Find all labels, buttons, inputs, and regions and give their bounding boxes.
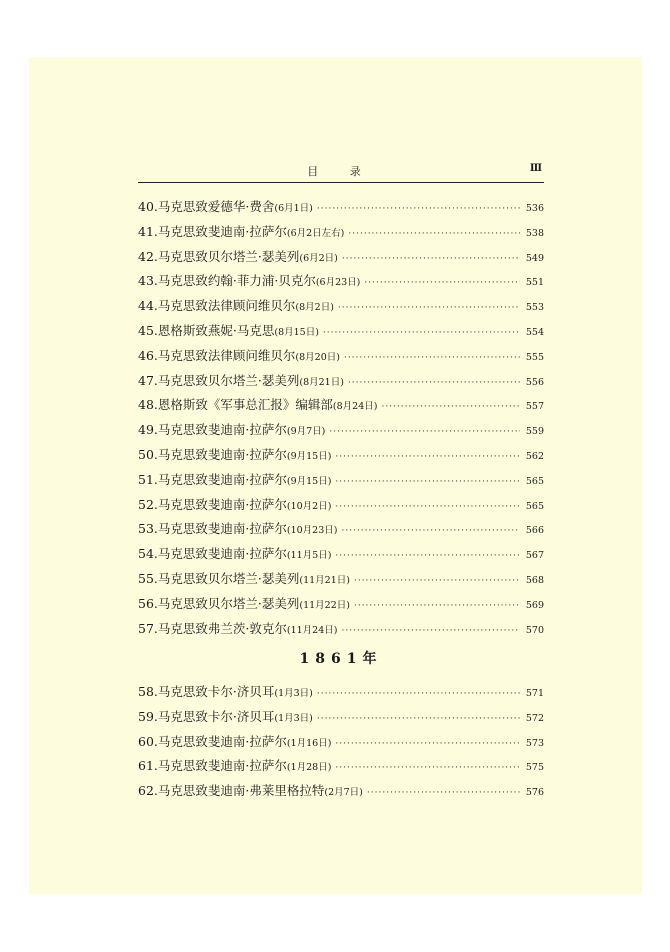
toc-entry <box>138 680 544 705</box>
entry-number: 46 <box>138 347 154 363</box>
entry-number-dot: . <box>153 422 158 438</box>
entry-number-dot: . <box>153 372 158 388</box>
toc-entry <box>138 592 544 617</box>
entry-page-number: 559 <box>525 426 544 438</box>
entry-page-number: 551 <box>525 277 544 289</box>
entry-title: 马克思致斐迪南·拉萨尔 <box>157 758 287 774</box>
entry-page-number: 567 <box>525 550 544 562</box>
toc-entry <box>138 493 544 518</box>
entry-title: 马克思致斐迪南·拉萨尔 <box>157 446 287 462</box>
year-heading: 1861年 <box>299 651 383 667</box>
entry-date: (1月16日) <box>286 737 332 749</box>
entry-title: 马克思致斐迪南·拉萨尔 <box>157 496 287 512</box>
toc-entry <box>138 617 544 642</box>
entry-date: (8月24日) <box>332 401 378 413</box>
toc-entry <box>138 344 544 369</box>
entry-title: 马克思致法律顾问维贝尔 <box>157 298 296 314</box>
toc-list-1861 <box>138 680 544 804</box>
entry-date: (1月3日) <box>274 688 313 699</box>
entry-date: (8月20日) <box>295 351 340 363</box>
entry-date: (9月15日) <box>286 475 332 487</box>
entry-title: 恩格斯致《军事总汇报》编辑部 <box>157 397 333 413</box>
entry-date: (11月5日) <box>286 550 332 562</box>
entry-number: 49 <box>138 422 154 438</box>
entry-number: 40 <box>138 199 154 214</box>
entry-date: (8月21日) <box>299 376 344 388</box>
entry-number-dot: . <box>153 298 158 314</box>
entry-number-dot: . <box>153 684 158 699</box>
entry-number: 53 <box>138 521 154 537</box>
toc-entry <box>138 393 544 418</box>
entry-date: (8月2日) <box>295 302 334 314</box>
entry-number: 47 <box>138 372 154 388</box>
header-title: 目 录 <box>307 165 375 178</box>
dot-leader <box>317 197 520 222</box>
entry-date: (9月15日) <box>286 450 332 462</box>
entry-number-dot: . <box>153 733 158 749</box>
toc-entry <box>138 705 544 730</box>
entry-number: 51 <box>138 471 154 487</box>
entry-date: (11月22日) <box>299 599 350 611</box>
toc-entry <box>138 443 544 468</box>
toc-entry <box>138 567 544 592</box>
dot-leader <box>317 707 520 732</box>
dot-leader <box>335 445 520 470</box>
dot-leader <box>342 247 520 272</box>
entry-date: (6月2日) <box>299 252 338 264</box>
dot-leader <box>354 594 520 619</box>
entry-page-number: 549 <box>525 252 544 264</box>
entry-number: 44 <box>138 298 154 314</box>
entry-page-number: 555 <box>525 351 544 363</box>
entry-date: (8月15日) <box>274 326 319 338</box>
entry-page-number: 573 <box>525 737 544 749</box>
entry-title: 马克思致贝尔塔兰·瑟美列 <box>157 372 300 388</box>
entry-page-number: 575 <box>525 762 544 774</box>
entry-page-number: 565 <box>525 475 544 487</box>
entry-number-dot: . <box>153 496 158 512</box>
entry-number: 59 <box>138 708 154 724</box>
dot-leader <box>335 544 520 569</box>
dot-leader <box>341 519 520 544</box>
entry-page-number: 568 <box>525 574 544 586</box>
dot-leader <box>338 296 520 321</box>
entry-page-number: 565 <box>525 500 544 512</box>
entry-title: 马克思致斐迪南·弗莱里格拉特 <box>157 783 325 799</box>
entry-number-dot: . <box>153 471 158 487</box>
dot-leader <box>323 321 520 346</box>
entry-page-number: 553 <box>525 302 544 314</box>
entry-title: 马克思致斐迪南·拉萨尔 <box>157 521 287 537</box>
entry-title: 马克思致卡尔·济贝耳 <box>157 684 275 699</box>
dot-leader <box>354 569 520 594</box>
entry-date: (2月7日) <box>324 787 363 799</box>
dot-leader <box>335 756 520 781</box>
dot-leader <box>335 495 520 520</box>
entry-page-number: 538 <box>525 227 544 239</box>
entry-page-number: 557 <box>525 401 544 413</box>
entry-number-dot: . <box>153 595 158 611</box>
entry-date: (9月7日) <box>286 426 326 438</box>
entry-number-dot: . <box>153 546 158 562</box>
entry-page-number: 566 <box>525 525 544 537</box>
entry-number-dot: . <box>153 199 158 214</box>
entry-number: 57 <box>138 620 154 636</box>
entry-number-dot: . <box>153 322 158 338</box>
entry-date: (6月23日) <box>315 277 361 289</box>
dot-leader <box>329 420 520 445</box>
entry-date: (11月21日) <box>299 574 350 586</box>
entry-date: (10月23日) <box>286 525 338 537</box>
entry-page-number: 572 <box>525 712 544 724</box>
entry-date: (6月2日左右) <box>286 227 345 239</box>
toc-list-1860 <box>138 195 544 641</box>
entry-date: (1月28日) <box>286 762 332 774</box>
entry-number: 50 <box>138 446 154 462</box>
entry-number-dot: . <box>153 708 158 724</box>
toc-entry <box>138 245 544 270</box>
entry-date: (1月3日) <box>274 712 313 724</box>
entry-page-number: 556 <box>525 376 544 388</box>
entry-title: 马克思致贝尔塔兰·瑟美列 <box>157 595 300 611</box>
entry-page-number: 562 <box>525 450 544 462</box>
entry-number: 42 <box>138 248 154 264</box>
entry-number-dot: . <box>153 397 158 413</box>
entry-date: (6月1日) <box>274 203 313 214</box>
entry-title: 马克思致斐迪南·拉萨尔 <box>157 223 287 239</box>
entry-title: 马克思致弗兰茨·敦克尔 <box>157 620 287 636</box>
dot-leader <box>381 395 520 420</box>
entry-page-number: 536 <box>525 203 544 214</box>
dot-leader <box>344 346 520 371</box>
entry-number-dot: . <box>153 783 158 799</box>
entry-page-number: 554 <box>525 326 544 338</box>
entry-number: 48 <box>138 397 154 413</box>
entry-title: 马克思致斐迪南·拉萨尔 <box>157 733 287 749</box>
entry-number: 54 <box>138 546 154 562</box>
toc-entry <box>138 269 544 294</box>
entry-number-dot: . <box>153 620 158 636</box>
dot-leader <box>364 271 520 296</box>
entry-number: 61 <box>138 758 154 774</box>
entry-number-dot: . <box>153 248 158 264</box>
entry-title: 马克思致贝尔塔兰·瑟美列 <box>157 248 300 264</box>
dot-leader <box>317 682 520 707</box>
entry-number-dot: . <box>153 758 158 774</box>
entry-number: 52 <box>138 496 154 512</box>
dot-leader <box>348 222 520 247</box>
dot-leader <box>367 781 520 806</box>
entry-title: 马克思致贝尔塔兰·瑟美列 <box>157 570 300 586</box>
entry-title: 马克思致卡尔·济贝耳 <box>157 708 275 724</box>
entry-title: 马克思致斐迪南·拉萨尔 <box>157 422 287 438</box>
toc-entry <box>138 542 544 567</box>
entry-page-number: 570 <box>525 624 544 636</box>
toc-entry <box>138 468 544 493</box>
entry-date: (10月2日) <box>286 500 332 512</box>
entry-title: 马克思致爱德华·费舍 <box>157 199 275 214</box>
toc-entry <box>138 418 544 443</box>
page-header <box>138 160 544 183</box>
toc-entry <box>138 369 544 394</box>
entry-title: 马克思致斐迪南·拉萨尔 <box>157 546 287 562</box>
entry-title: 马克思致约翰·菲力浦·贝克尔 <box>157 273 316 289</box>
entry-number: 60 <box>138 733 154 749</box>
toc-entry <box>138 294 544 319</box>
entry-page-number: 571 <box>525 688 544 699</box>
entry-number-dot: . <box>153 446 158 462</box>
entry-number-dot: . <box>153 273 158 289</box>
entry-date: (11月24日) <box>286 624 338 636</box>
dot-leader <box>348 371 520 396</box>
entry-number-dot: . <box>153 521 158 537</box>
dot-leader <box>335 470 520 495</box>
entry-number: 43 <box>138 273 154 289</box>
toc-entry <box>138 220 544 245</box>
entry-number: 45 <box>138 322 154 338</box>
entry-title: 马克思致斐迪南·拉萨尔 <box>157 471 287 487</box>
toc-entry <box>138 779 544 804</box>
entry-number-dot: . <box>153 570 158 586</box>
entry-number: 58 <box>138 684 154 699</box>
entry-number: 62 <box>138 783 154 799</box>
entry-title: 马克思致法律顾问维贝尔 <box>157 347 296 363</box>
entry-page-number: 569 <box>525 599 544 611</box>
entry-number-dot: . <box>153 347 158 363</box>
entry-number: 56 <box>138 595 154 611</box>
entry-number-dot: . <box>153 223 158 239</box>
entry-page-number: 576 <box>525 787 544 799</box>
entry-title: 恩格斯致燕妮·马克思 <box>157 322 275 338</box>
toc-entry <box>138 195 544 220</box>
dot-leader <box>341 619 520 644</box>
toc-entry <box>138 754 544 779</box>
entry-number: 55 <box>138 570 154 586</box>
entry-number: 41 <box>138 223 154 239</box>
dot-leader <box>335 732 520 757</box>
toc-entry <box>138 319 544 344</box>
header-page-number: Ⅲ <box>529 163 542 174</box>
toc-entry <box>138 517 544 542</box>
toc-entry <box>138 730 544 755</box>
